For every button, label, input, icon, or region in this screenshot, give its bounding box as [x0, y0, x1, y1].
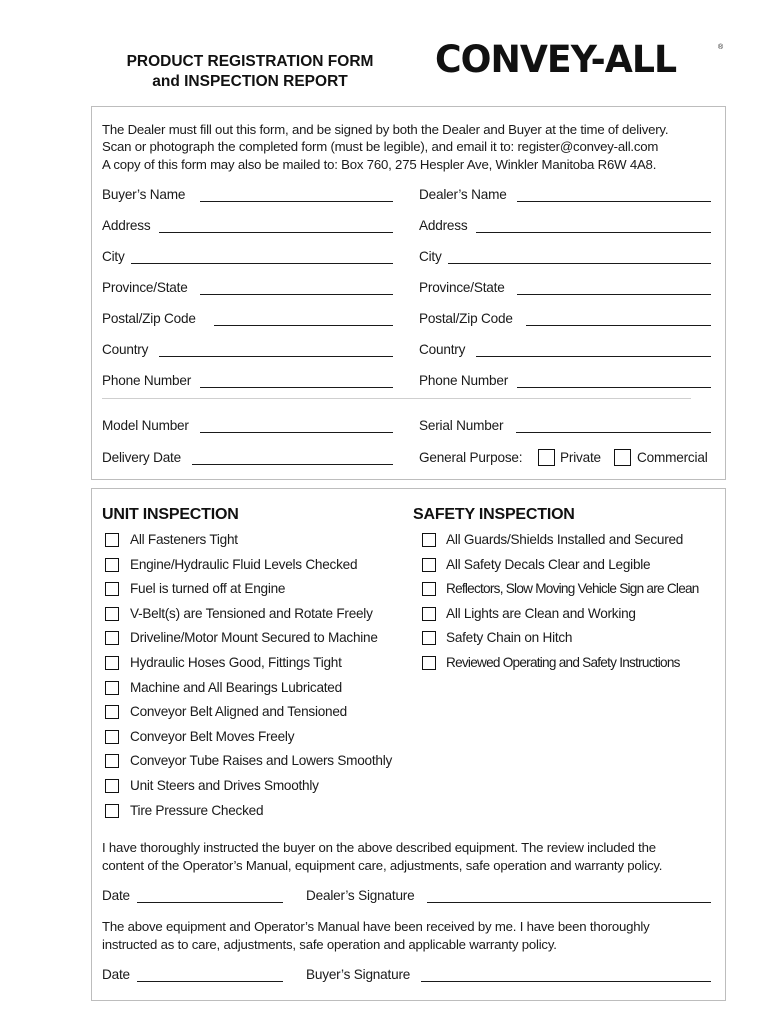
private-checkbox[interactable]: [538, 449, 555, 466]
unit-inspection-item-checkbox[interactable]: [105, 779, 119, 793]
unit-inspection-item-label: Conveyor Tube Raises and Lowers Smoothly: [130, 753, 393, 769]
unit-inspection-item-checkbox[interactable]: [105, 558, 119, 572]
form-title: [100, 52, 400, 92]
dealer-country-label: Country: [419, 342, 466, 357]
buyer-city-field[interactable]: [131, 263, 393, 264]
dealer-city-label: City: [419, 249, 442, 264]
dealer-city-field[interactable]: [448, 263, 711, 264]
intro-line: The Dealer must fill out this form, and be signed by both the Dealer and Buyer at the time of delivery.: [102, 122, 669, 137]
unit-inspection-item-checkbox[interactable]: [105, 582, 119, 596]
dealer-phone-label: Phone Number: [419, 373, 509, 388]
buyer-country-field[interactable]: [159, 356, 393, 357]
dealer-signature-field[interactable]: [427, 902, 711, 903]
unit-inspection-title: UNIT INSPECTION: [102, 506, 239, 523]
safety-inspection-item-checkbox[interactable]: [422, 656, 436, 670]
registered-mark: ®: [718, 44, 724, 51]
safety-inspection-item-checkbox[interactable]: [422, 607, 436, 621]
dealer-statement-line: I have thoroughly instructed the buyer on the above described equipment. The review included the: [102, 840, 656, 855]
safety-inspection-item-checkbox[interactable]: [422, 533, 436, 547]
commercial-label: Commercial: [637, 450, 708, 465]
buyer-statement: [102, 918, 717, 954]
unit-inspection-item-checkbox[interactable]: [105, 705, 119, 719]
unit-inspection-item-checkbox[interactable]: [105, 631, 119, 645]
safety-inspection-item-label: Reflectors, Slow Moving Vehicle Sign are Clean: [446, 581, 699, 597]
unit-inspection-item-label: Machine and All Bearings Lubricated: [130, 679, 342, 695]
unit-inspection-item-label: Tire Pressure Checked: [130, 802, 264, 818]
safety-inspection-item-label: All Guards/Shields Installed and Secured: [446, 532, 684, 547]
unit-inspection-item-label: V-Belt(s) are Tensioned and Rotate Freely: [130, 605, 373, 621]
unit-inspection-item-label: Conveyor Belt Aligned and Tensioned: [130, 704, 347, 720]
form-title-line2: and INSPECTION REPORT: [152, 73, 348, 90]
safety-inspection-item-label: All Safety Decals Clear and Legible: [446, 556, 651, 572]
unit-inspection-item-checkbox[interactable]: [105, 533, 119, 547]
safety-inspection-item-label: Safety Chain on Hitch: [446, 630, 573, 646]
buyer-province-field[interactable]: [200, 294, 393, 295]
dealer-address-label: Address: [419, 218, 468, 233]
unit-inspection-item-label: Unit Steers and Drives Smoothly: [130, 778, 319, 793]
form-title-line1: PRODUCT REGISTRATION FORM: [126, 53, 374, 70]
dealer-name-label: Dealer’s Name: [419, 187, 507, 202]
delivery-date-field[interactable]: [192, 464, 393, 465]
buyer-address-label: Address: [102, 218, 151, 233]
model-number-label: Model Number: [102, 418, 189, 433]
private-label: Private: [560, 450, 601, 465]
buyer-date-field[interactable]: [137, 981, 283, 982]
dealer-postal-label: Postal/Zip Code: [419, 311, 513, 326]
general-purpose-label: General Purpose:: [419, 450, 523, 465]
unit-inspection-item-label: Fuel is turned off at Engine: [130, 581, 286, 597]
commercial-checkbox[interactable]: [614, 449, 631, 466]
unit-inspection-item-label: Hydraulic Hoses Good, Fittings Tight: [130, 655, 342, 670]
buyer-signature-label: Buyer’s Signature: [306, 967, 411, 982]
buyer-name-field[interactable]: [200, 201, 393, 202]
dealer-signature-label: Dealer’s Signature: [306, 888, 415, 903]
unit-inspection-item-label: Driveline/Motor Mount Secured to Machine: [130, 630, 378, 646]
buyer-name-label: Buyer’s Name: [102, 187, 186, 202]
intro-line: Scan or photograph the completed form (must be legible), and email it to: register@convey-all.com: [102, 139, 659, 155]
convey-all-logo: CONVEY-ALL: [435, 38, 677, 81]
dealer-statement-line: content of the Operator’s Manual, equipment care, adjustments, safe operation and warranty policy.: [102, 858, 663, 873]
dealer-phone-field[interactable]: [517, 387, 711, 388]
unit-inspection-item-checkbox[interactable]: [105, 754, 119, 768]
dealer-country-field[interactable]: [476, 356, 711, 357]
dealer-address-field[interactable]: [476, 232, 711, 233]
delivery-date-label: Delivery Date: [102, 450, 181, 465]
buyer-date-label: Date: [102, 967, 130, 982]
serial-number-field[interactable]: [516, 432, 711, 433]
buyer-phone-label: Phone Number: [102, 373, 192, 388]
unit-inspection-item-checkbox[interactable]: [105, 607, 119, 621]
dealer-name-field[interactable]: [517, 201, 711, 202]
dealer-postal-field[interactable]: [526, 325, 711, 326]
dealer-province-field[interactable]: [517, 294, 711, 295]
dealer-date-label: Date: [102, 888, 130, 903]
unit-inspection-item-label: Engine/Hydraulic Fluid Levels Checked: [130, 556, 358, 572]
safety-inspection-item-label: All Lights are Clean and Working: [446, 605, 636, 621]
unit-inspection-item-label: All Fasteners Tight: [130, 532, 238, 547]
buyer-address-field[interactable]: [159, 232, 393, 233]
unit-inspection-item-checkbox[interactable]: [105, 730, 119, 744]
dealer-date-field[interactable]: [137, 902, 283, 903]
unit-inspection-item-checkbox[interactable]: [105, 681, 119, 695]
unit-inspection-item-checkbox[interactable]: [105, 804, 119, 818]
safety-inspection-item-checkbox[interactable]: [422, 558, 436, 572]
safety-inspection-item-label: Reviewed Operating and Safety Instructions: [446, 655, 680, 670]
buyer-postal-field[interactable]: [214, 325, 393, 326]
buyer-statement-line: The above equipment and Operator’s Manual have been received by me. I have been thoroughly: [102, 919, 650, 934]
section-divider: [102, 398, 691, 399]
serial-number-label: Serial Number: [419, 418, 504, 433]
buyer-phone-field[interactable]: [200, 387, 393, 388]
buyer-city-label: City: [102, 249, 125, 264]
dealer-province-label: Province/State: [419, 280, 505, 295]
buyer-statement-line: instructed as to care, adjustments, safe operation and applicable warranty policy.: [102, 937, 557, 952]
buyer-province-label: Province/State: [102, 280, 188, 295]
buyer-postal-label: Postal/Zip Code: [102, 311, 196, 326]
buyer-country-label: Country: [102, 342, 149, 357]
safety-inspection-title: SAFETY INSPECTION: [413, 506, 575, 523]
intro-line: A copy of this form may also be mailed to: Box 760, 275 Hespler Ave, Winkler Manitoba R6W 4A8.: [102, 156, 657, 172]
safety-inspection-item-checkbox[interactable]: [422, 631, 436, 645]
unit-inspection-item-checkbox[interactable]: [105, 656, 119, 670]
dealer-statement: [102, 839, 717, 875]
safety-inspection-item-checkbox[interactable]: [422, 582, 436, 596]
buyer-signature-field[interactable]: [421, 981, 711, 982]
intro-instructions: [102, 121, 717, 173]
unit-inspection-item-label: Conveyor Belt Moves Freely: [130, 728, 295, 744]
model-number-field[interactable]: [200, 432, 393, 433]
